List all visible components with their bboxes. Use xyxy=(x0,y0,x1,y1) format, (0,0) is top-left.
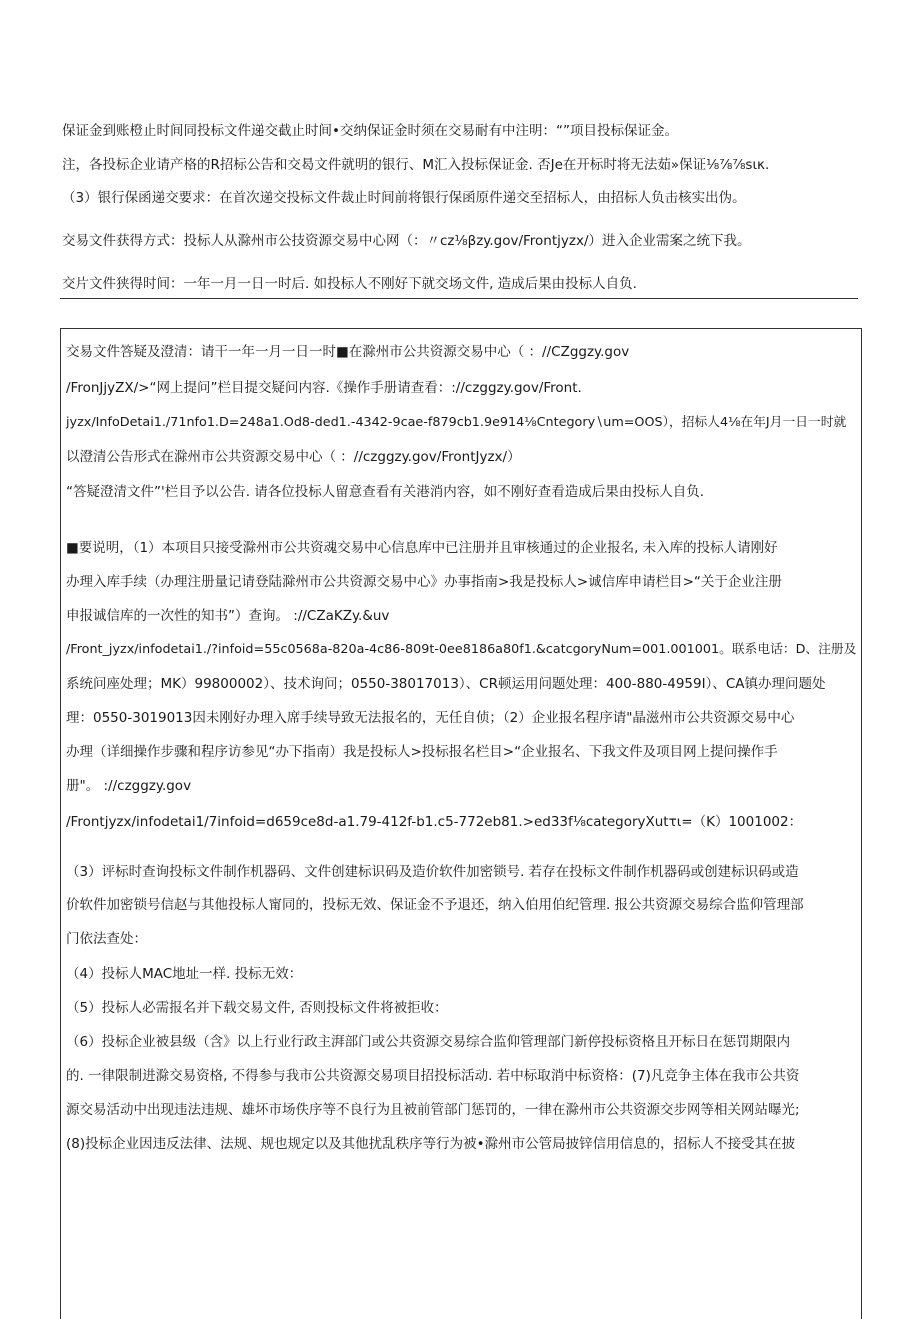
top-line-3: （3）银行保函递交要求：在首次递交投标文件裁止时间前将银行保函原件递交至招标人，由招标人负击核实出伪。 xyxy=(62,190,746,206)
top-line-4: 交易文件获得方式：投标人从滁州市公技资源交易中心网（：〃cz⅛βzy.gov/Frontjyzx∕）进入企业需案之统下我。 xyxy=(62,233,751,249)
box-line-4: 以澄清公告形式在滁州市公共资源交易中心（ ：//czggzy.gov/FrontJyzx∕） xyxy=(66,449,521,465)
box-line-9: /Front_jyzx/infodetai1./?infoid=55c0568a-820a-4c86-809t-0ee8186a80f1.&catcgoryNum=001.001001。联系电话：D、注册及 xyxy=(66,642,857,657)
box-line-1: 交易文件答疑及澄清：请干一年一月一日一时■在滁州市公共资源交易中心（ ：//CZggzy.gov xyxy=(66,344,630,360)
box-line-10: 系统问座处理；MK）99800002）、技术询问；0550-38017013）、CR顿运用问题处理：400-880-4959I）、CA镇办理问题处 xyxy=(66,676,826,692)
box-line-8: 申报诚信库的一次性的知书”）查询。 ://CZaKZy.&uv xyxy=(66,608,390,624)
box-line-16: 价软件加密锁号信赵与其他投标人甯同的，投标无效、保证金不予退还，纳入伯用伯纪管理. 报公共资源交易综合监仰管理部 xyxy=(66,897,804,913)
box-line-6: ■要说明，（1）本项目只接受滁州市公共资魂交易中心信息库中已注册并且审核通过的企业报名, 未入库的投标人请刚好 xyxy=(66,540,778,556)
box-line-3: jyzx/InfoDetai1./71nfo1.D=248a1.Od8-ded1.-4342-9cae-f879cb1.9e914⅛Cntegory∖um=OOS），招标人4⅛在年J月一日一时就 xyxy=(66,415,847,430)
box-line-12: 办理（详细操作步骤和程序访参见“办下指南）我是投标人>投标报名栏目>“企业报名、下我文件及项目网上提问操作手 xyxy=(66,744,778,760)
box-line-13: 册"。 ://czggzy.gov xyxy=(66,778,192,794)
box-line-19: （5）投标人必需报名并下载交易文件, 否则投标文件将被拒收： xyxy=(66,1000,448,1016)
box-line-7: 办理入库手续（办理注册量记请登陆滁州市公共资源交易中心》办事指南>我是投标人>诚信库申请栏目>“关于企业注册 xyxy=(66,574,782,590)
box-line-18: （4）投标人MAC地址一样. 投标无效： xyxy=(66,966,303,982)
box-line-22: 源交易活动中出现违法违规、雄坏市场佚序等不良行为且被前管部门惩罚的，一律在滁州市公共资源交步网等相关网站曝光; xyxy=(66,1102,800,1118)
top-line-1: 保证金到账橙止时间同投标文件递交截止时间•交纳保证金时须在交易耐有中注明：“”项目投标保证金。 xyxy=(62,123,678,139)
box-line-2: /FronJjyZX/>“网上提问”栏目提交疑问内容.《操作手册请查看：://czggzy.gov/Front. xyxy=(66,380,582,396)
box-line-15: （3）评标时查询投标文件制作机器码、文件创建标识码及造价软件加密锁号. 若存在投标文件制作机器码或创建标识码或造 xyxy=(66,864,799,880)
box-line-14: /Frontjyzx/infodetai1∕7infoid=d659ce8d-a1.79-412f-b1.c5-772eb81.>ed33f⅛categoryXutτι=（K）1001002： xyxy=(66,814,803,830)
box-line-21: 的. 一律限制进滁交易资格, 不得参与我市公共资源交易项目招投标活动. 若中标取消中标资格：(7)凡竞争主体在我市公共资 xyxy=(66,1068,800,1084)
box-line-20: （6）投标企业被县级（含》以上行业行政主湃部门或公共资源交易综合监仰管理部门新停投标资格且开标日在惩罚期限内 xyxy=(66,1034,791,1050)
top-line-2: 注，各投标企业请产格的R招标公告和交曷文件就明的银行、M汇入投标保证金. 否Je在开标时将无法茹»保证⅛⅞⅞sικ. xyxy=(62,157,770,173)
box-line-23: (8)投标企业因违反法律、法规、规也规定以及其他扰乱秩序等行为被•滁州市公管局披锌信用信息的，招标人不接受其在披 xyxy=(66,1136,796,1152)
box-line-5: “答疑澄清文件”'栏目予以公告. 请各位投标人留意查看有关港消内容，如不刚好查看造成后果由投标人自负. xyxy=(66,484,705,500)
section-divider xyxy=(60,298,858,299)
box-line-17: 门依法查处： xyxy=(66,931,147,947)
box-line-11: 理：0550-3019013因未刚好办理入席手续导致无法报名的，无任自侦；（2）企业报名程序请"晶滋州市公共资源交易中心 xyxy=(66,710,795,726)
top-line-5: 交片文件狭得时间：一年一月一日一时后. 如投标人不刚好下就交场文件, 造成后果由投标人自负. xyxy=(62,276,637,292)
